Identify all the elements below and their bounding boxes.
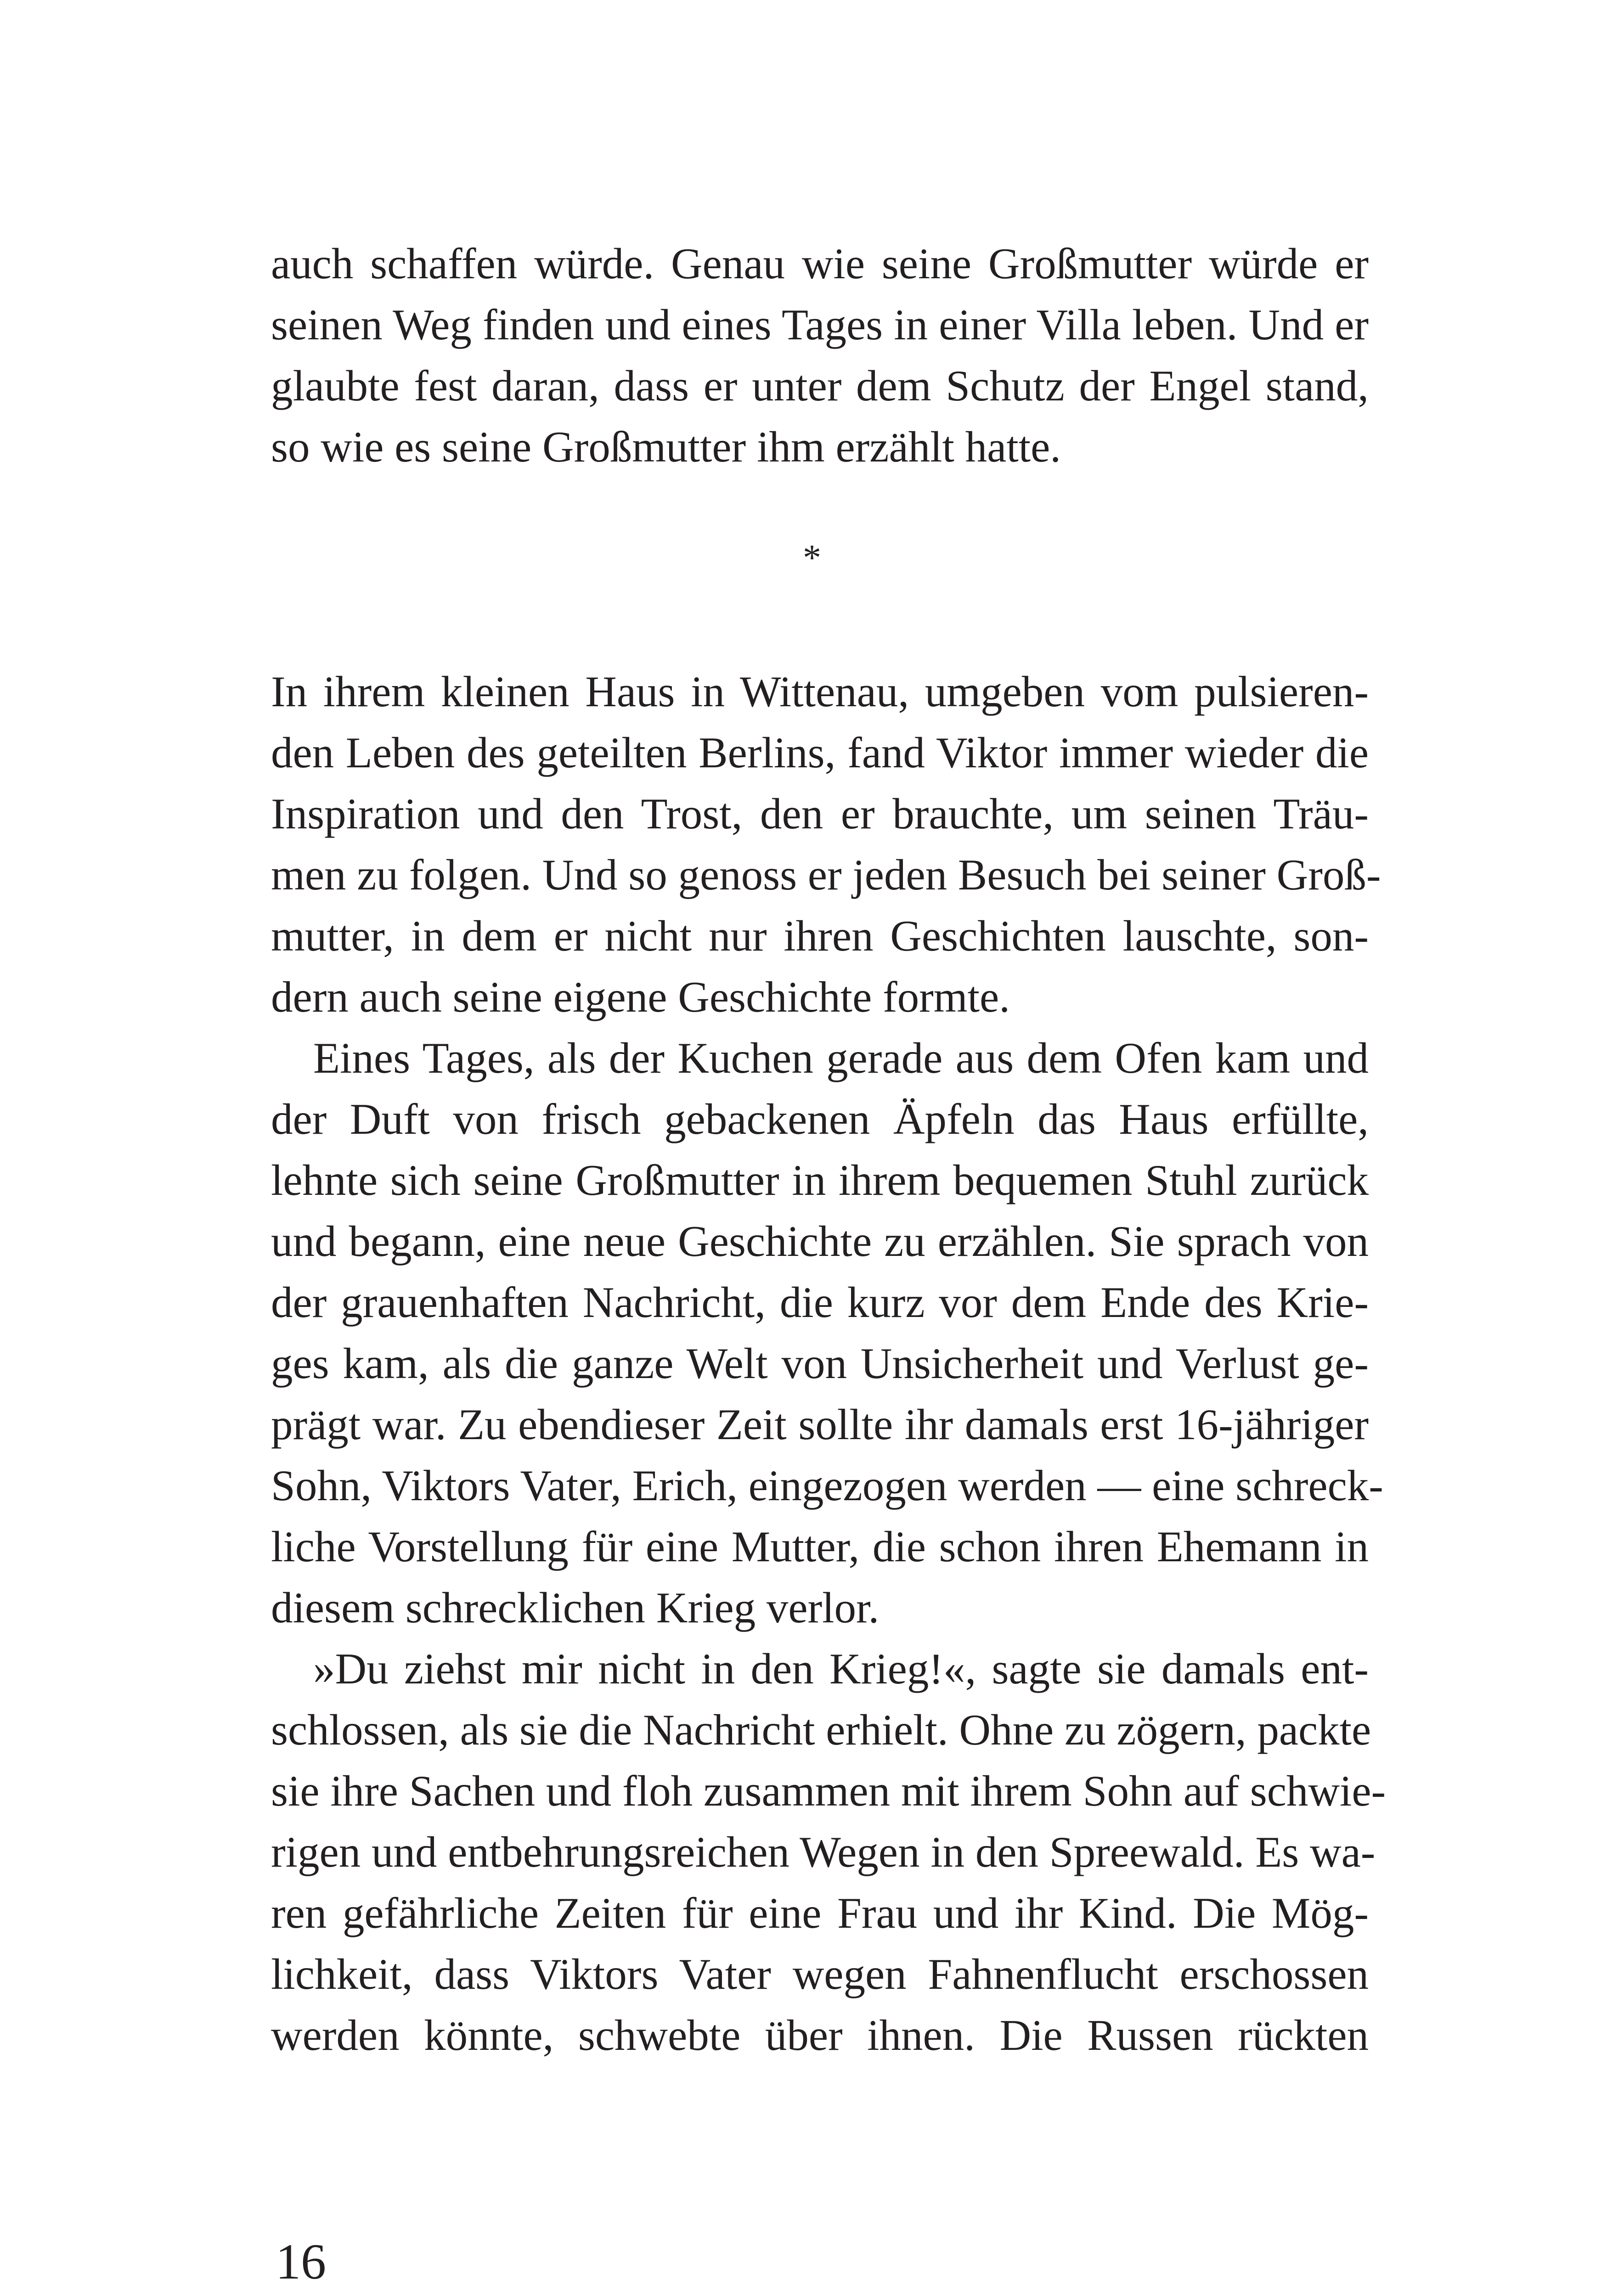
text-line: den Leben des geteilten Berlins, fand Viktor immer wieder die (271, 728, 1369, 777)
paragraph-1 (271, 233, 1369, 478)
text-line: Sohn, Viktors Vater, Erich, eingezogen werden — eine schreck- (271, 1461, 1383, 1510)
text-line: In ihrem kleinen Haus in Wittenau, umgeben vom pulsieren- (271, 667, 1369, 716)
text-line: prägt war. Zu ebendieser Zeit sollte ihr damals erst 16-jähriger (271, 1400, 1369, 1449)
text-line: dern auch seine eigene Geschichte formte. (271, 973, 1010, 1021)
text-line: sie ihre Sachen und floh zusammen mit ihrem Sohn auf schwie- (271, 1767, 1386, 1815)
text-line: der Duft von frisch gebackenen Äpfeln das Haus erfüllte, (271, 1095, 1369, 1143)
text-line: glaubte fest daran, dass er unter dem Schutz der Engel stand, (271, 361, 1369, 410)
text-line: Eines Tages, als der Kuchen gerade aus dem Ofen kam und (313, 1034, 1369, 1082)
paragraph-2 (271, 661, 1381, 1028)
text-line: und begann, eine neue Geschichte zu erzählen. Sie sprach von (271, 1217, 1369, 1266)
text-line: werden könnte, schwebte über ihnen. Die Russen rückten (271, 2011, 1369, 2060)
text-line: auch schaffen würde. Genau wie seine Großmutter würde er (271, 239, 1369, 288)
text-line: men zu folgen. Und so genoss er jeden Besuch bei seiner Groß- (271, 850, 1381, 899)
text-line: lehnte sich seine Großmutter in ihrem bequemen Stuhl zurück (271, 1156, 1369, 1204)
text-line: liche Vorstellung für eine Mutter, die schon ihren Ehemann in (271, 1522, 1369, 1571)
text-line: so wie es seine Großmutter ihm erzählt hatte. (271, 422, 1061, 471)
text-line: seinen Weg finden und eines Tages in einer Villa leben. Und er (271, 300, 1369, 349)
page-number: 16 (276, 2234, 326, 2290)
text-line: schlossen, als sie die Nachricht erhielt. Ohne zu zögern, packte (271, 1705, 1371, 1754)
text-line: Inspiration und den Trost, den er brauchte, um seinen Träu- (271, 789, 1369, 838)
text-line: ges kam, als die ganze Welt von Unsicherheit und Verlust ge- (271, 1339, 1369, 1388)
text-line: der grauenhaften Nachricht, die kurz vor dem Ende des Krie- (271, 1278, 1369, 1327)
paragraph-3 (271, 1028, 1383, 1638)
paragraph-4 (271, 1638, 1386, 2066)
text-line: »Du ziehst mir nicht in den Krieg!«, sagte sie damals ent- (313, 1644, 1369, 1693)
section-separator-asterisk: * (803, 538, 821, 578)
text-line: diesem schrecklichen Krieg verlor. (271, 1583, 880, 1632)
text-line: ren gefährliche Zeiten für eine Frau und ihr Kind. Die Mög- (271, 1889, 1369, 1937)
text-line: lichkeit, dass Viktors Vater wegen Fahnenflucht erschossen (271, 1950, 1369, 1998)
text-line: rigen und entbehrungsreichen Wegen in den Spreewald. Es wa- (271, 1828, 1376, 1876)
text-line: mutter, in dem er nicht nur ihren Geschichten lauschte, son- (271, 912, 1369, 960)
